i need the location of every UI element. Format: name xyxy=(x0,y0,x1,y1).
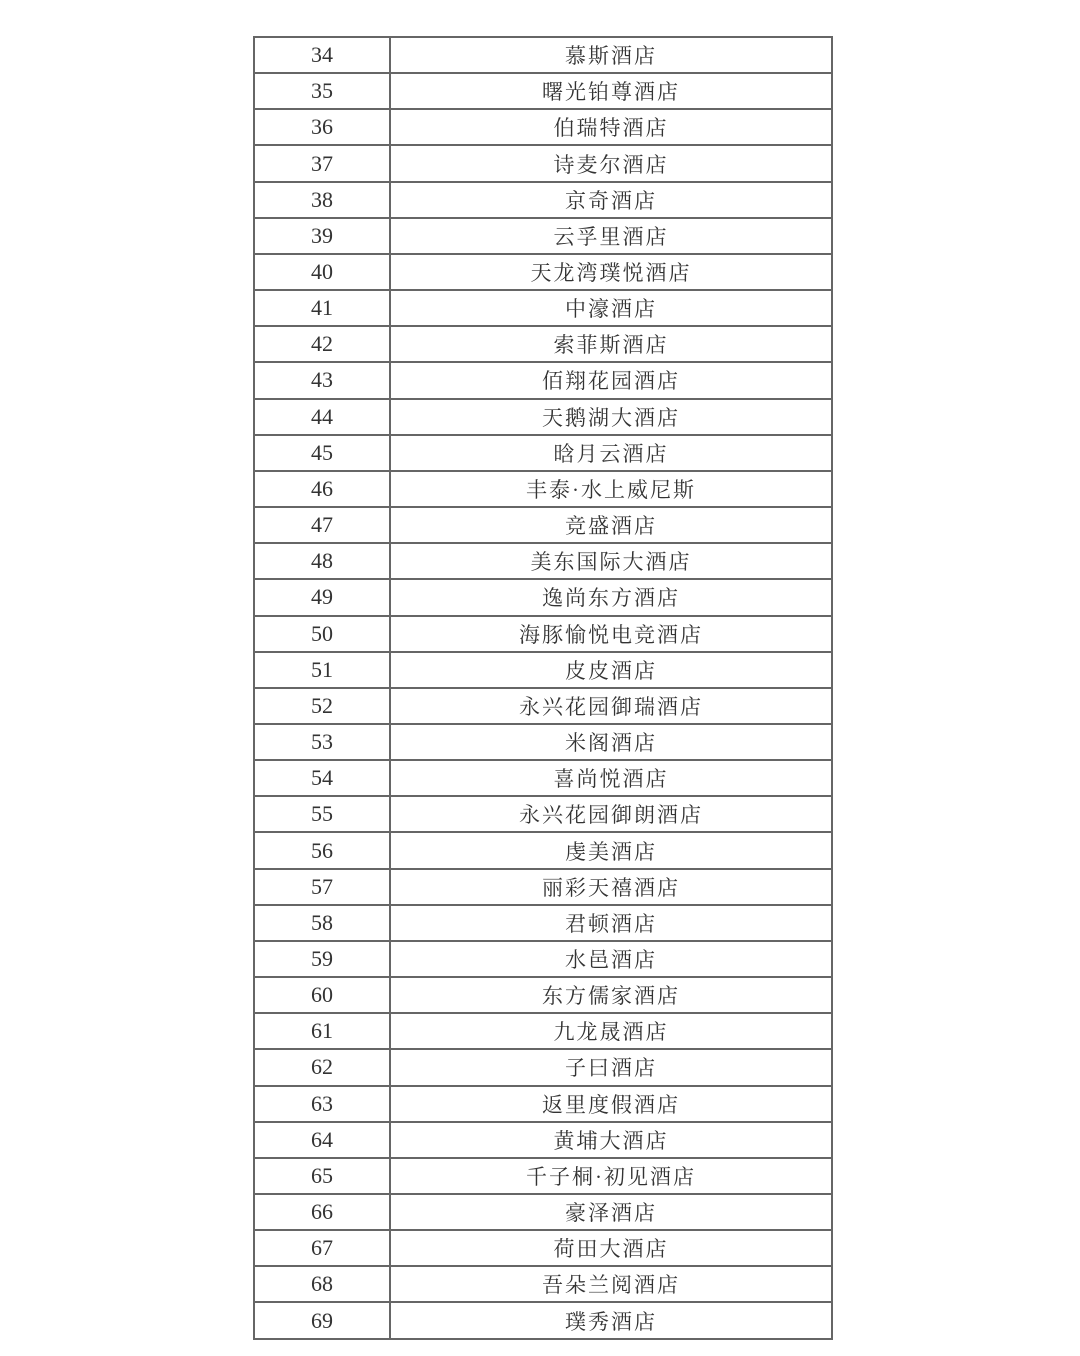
row-number-cell: 41 xyxy=(254,290,390,326)
hotel-name-cell: 诗麦尔酒店 xyxy=(390,145,832,181)
table-row xyxy=(254,290,832,326)
hotel-name-cell: 喜尚悦酒店 xyxy=(390,760,832,796)
hotel-name-cell: 竞盛酒店 xyxy=(390,507,832,543)
row-number-cell: 62 xyxy=(254,1049,390,1085)
table-row xyxy=(254,1086,832,1122)
table-row xyxy=(254,616,832,652)
table-row xyxy=(254,1194,832,1230)
hotel-name-cell: 吾朵兰阅酒店 xyxy=(390,1266,832,1302)
row-number-cell: 55 xyxy=(254,796,390,832)
row-number-cell: 60 xyxy=(254,977,390,1013)
hotel-name-cell: 皮皮酒店 xyxy=(390,652,832,688)
table-row xyxy=(254,73,832,109)
row-number-cell: 56 xyxy=(254,832,390,868)
hotel-name-cell: 慕斯酒店 xyxy=(390,37,832,73)
table-row xyxy=(254,905,832,941)
row-number-cell: 38 xyxy=(254,182,390,218)
table-row xyxy=(254,145,832,181)
hotel-name-cell: 永兴花园御朗酒店 xyxy=(390,796,832,832)
table-row xyxy=(254,652,832,688)
table-row xyxy=(254,326,832,362)
table-row xyxy=(254,182,832,218)
hotel-table-body xyxy=(254,37,832,1339)
table-row xyxy=(254,471,832,507)
row-number-cell: 65 xyxy=(254,1158,390,1194)
table-row xyxy=(254,1122,832,1158)
row-number-cell: 57 xyxy=(254,869,390,905)
table-row xyxy=(254,579,832,615)
hotel-name-cell: 豪泽酒店 xyxy=(390,1194,832,1230)
hotel-name-cell: 晗月云酒店 xyxy=(390,435,832,471)
hotel-name-cell: 水邑酒店 xyxy=(390,941,832,977)
row-number-cell: 58 xyxy=(254,905,390,941)
row-number-cell: 42 xyxy=(254,326,390,362)
hotel-name-cell: 东方儒家酒店 xyxy=(390,977,832,1013)
row-number-cell: 45 xyxy=(254,435,390,471)
row-number-cell: 35 xyxy=(254,73,390,109)
table-row xyxy=(254,1302,832,1339)
row-number-cell: 47 xyxy=(254,507,390,543)
hotel-name-cell: 永兴花园御瑞酒店 xyxy=(390,688,832,724)
table-row xyxy=(254,543,832,579)
table-row xyxy=(254,869,832,905)
row-number-cell: 66 xyxy=(254,1194,390,1230)
row-number-cell: 61 xyxy=(254,1013,390,1049)
row-number-cell: 64 xyxy=(254,1122,390,1158)
hotel-name-cell: 米阁酒店 xyxy=(390,724,832,760)
hotel-name-cell: 天龙湾璞悦酒店 xyxy=(390,254,832,290)
hotel-name-cell: 黄埔大酒店 xyxy=(390,1122,832,1158)
row-number-cell: 40 xyxy=(254,254,390,290)
table-row xyxy=(254,688,832,724)
row-number-cell: 59 xyxy=(254,941,390,977)
table-row xyxy=(254,37,832,73)
table-row xyxy=(254,796,832,832)
hotel-name-cell: 海豚愉悦电竞酒店 xyxy=(390,616,832,652)
hotel-name-cell: 佰翔花园酒店 xyxy=(390,362,832,398)
hotel-name-cell: 索菲斯酒店 xyxy=(390,326,832,362)
row-number-cell: 43 xyxy=(254,362,390,398)
row-number-cell: 49 xyxy=(254,579,390,615)
hotel-name-cell: 君顿酒店 xyxy=(390,905,832,941)
row-number-cell: 63 xyxy=(254,1086,390,1122)
hotel-name-cell: 京奇酒店 xyxy=(390,182,832,218)
hotel-list-table-container xyxy=(253,36,833,1340)
table-row xyxy=(254,832,832,868)
row-number-cell: 36 xyxy=(254,109,390,145)
hotel-name-cell: 九龙晟酒店 xyxy=(390,1013,832,1049)
hotel-name-cell: 丰泰·水上威尼斯 xyxy=(390,471,832,507)
table-row xyxy=(254,362,832,398)
table-row xyxy=(254,435,832,471)
hotel-name-cell: 子曰酒店 xyxy=(390,1049,832,1085)
hotel-name-cell: 返里度假酒店 xyxy=(390,1086,832,1122)
row-number-cell: 34 xyxy=(254,37,390,73)
table-row xyxy=(254,109,832,145)
table-row xyxy=(254,724,832,760)
row-number-cell: 48 xyxy=(254,543,390,579)
row-number-cell: 44 xyxy=(254,399,390,435)
table-row xyxy=(254,507,832,543)
hotel-name-cell: 曙光铂尊酒店 xyxy=(390,73,832,109)
row-number-cell: 39 xyxy=(254,218,390,254)
row-number-cell: 68 xyxy=(254,1266,390,1302)
hotel-name-cell: 美东国际大酒店 xyxy=(390,543,832,579)
table-row xyxy=(254,977,832,1013)
table-row xyxy=(254,760,832,796)
hotel-list-table xyxy=(253,36,833,1340)
table-row xyxy=(254,218,832,254)
table-row xyxy=(254,1049,832,1085)
hotel-name-cell: 璞秀酒店 xyxy=(390,1302,832,1339)
row-number-cell: 46 xyxy=(254,471,390,507)
row-number-cell: 54 xyxy=(254,760,390,796)
row-number-cell: 51 xyxy=(254,652,390,688)
row-number-cell: 69 xyxy=(254,1302,390,1339)
table-row xyxy=(254,941,832,977)
hotel-name-cell: 伯瑞特酒店 xyxy=(390,109,832,145)
hotel-name-cell: 云孚里酒店 xyxy=(390,218,832,254)
row-number-cell: 50 xyxy=(254,616,390,652)
row-number-cell: 53 xyxy=(254,724,390,760)
table-row xyxy=(254,1266,832,1302)
table-row xyxy=(254,1230,832,1266)
table-row xyxy=(254,254,832,290)
table-row xyxy=(254,1158,832,1194)
hotel-name-cell: 逸尚东方酒店 xyxy=(390,579,832,615)
row-number-cell: 67 xyxy=(254,1230,390,1266)
hotel-name-cell: 虔美酒店 xyxy=(390,832,832,868)
hotel-name-cell: 荷田大酒店 xyxy=(390,1230,832,1266)
table-row xyxy=(254,1013,832,1049)
hotel-name-cell: 天鹅湖大酒店 xyxy=(390,399,832,435)
hotel-name-cell: 千子桐·初见酒店 xyxy=(390,1158,832,1194)
row-number-cell: 52 xyxy=(254,688,390,724)
table-row xyxy=(254,399,832,435)
hotel-name-cell: 中濠酒店 xyxy=(390,290,832,326)
hotel-name-cell: 丽彩天禧酒店 xyxy=(390,869,832,905)
row-number-cell: 37 xyxy=(254,145,390,181)
